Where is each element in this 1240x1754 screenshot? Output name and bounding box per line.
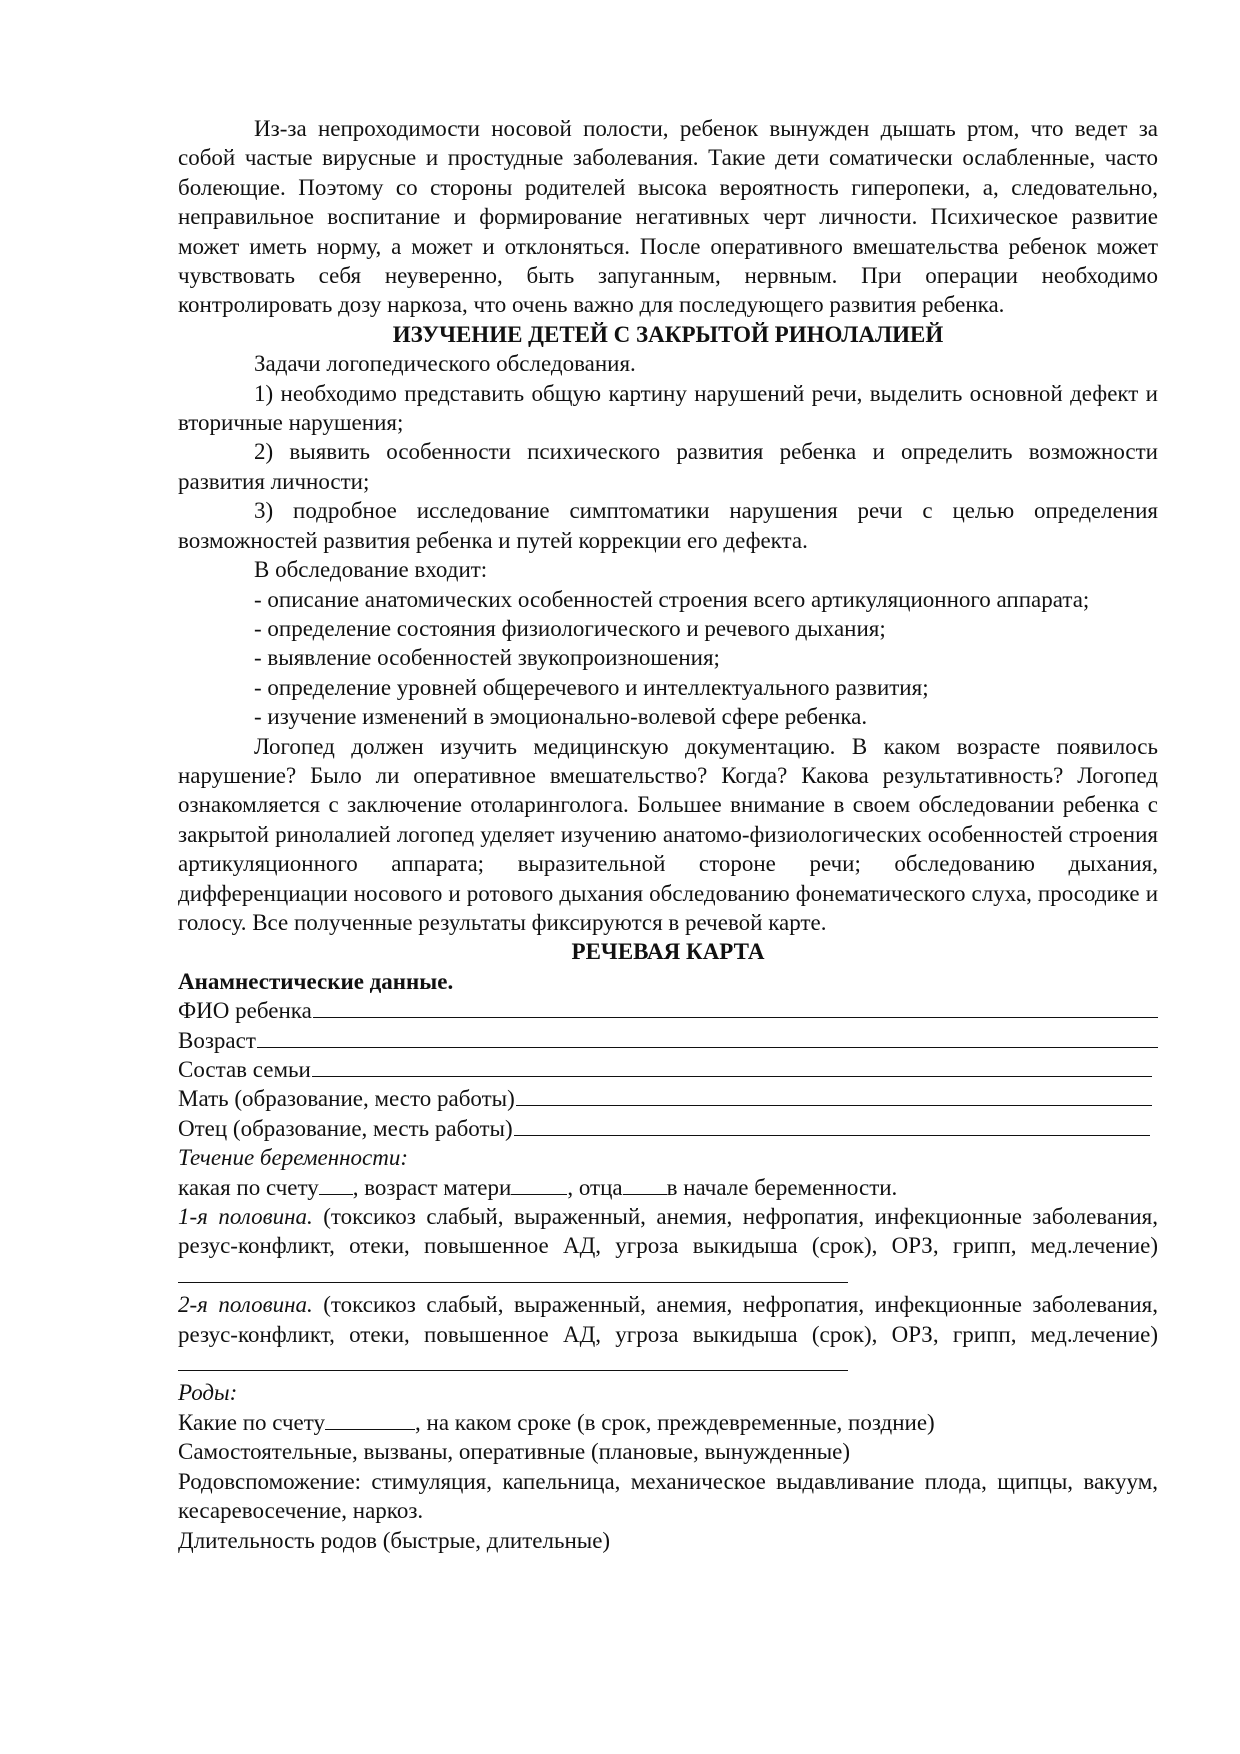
blank-line[interactable] — [178, 1352, 848, 1371]
field-label: ФИО ребенка — [178, 998, 312, 1024]
exam-item: - изучение изменений в эмоционально-волевой сфере ребенка. — [254, 704, 868, 730]
blank-line[interactable] — [511, 1176, 567, 1195]
exam-item: - выявление особенностей звукопроизношения; — [254, 645, 720, 671]
section-heading: ИЗУЧЕНИЕ ДЕТЕЙ С ЗАКРЫТОЙ РИНОЛАЛИЕЙ — [392, 321, 944, 347]
speech-card-heading: РЕЧЕВАЯ КАРТА — [571, 939, 765, 965]
birth-type: Самостоятельные, вызваны, оперативные (плановые, вынужденные) — [178, 1439, 851, 1465]
exam-item: - определение состояния физиологического и речевого дыхания; — [254, 615, 886, 641]
first-half — [178, 1202, 1158, 1290]
task-item: 2) выявить особенности психического развития ребенка и определить возможности развития личности; — [178, 439, 1158, 494]
text: какая по счету — [178, 1174, 319, 1200]
blank-line[interactable] — [319, 1176, 353, 1195]
text: , возраст матери — [352, 1174, 512, 1200]
blank-line[interactable] — [178, 1264, 848, 1283]
second-half — [178, 1290, 1158, 1378]
blank-line[interactable] — [313, 997, 1158, 1018]
blank-line[interactable] — [623, 1176, 667, 1195]
exam-item: - описание анатомических особенностей строения всего артикуляционного аппарата; — [254, 586, 1090, 612]
intro-paragraph: Из-за непроходимости носовой полости, ребенок вынужден дышать ртом, что ведет за собой частые вирусные и простудные заболевания. Такие дети соматически ослабленные, часто болеющие. Поэтому со стороны родителей высока вероятность гиперопеки, а, следовательно, неправильное воспитание и формирование негативных черт личности. Психическое развитие может иметь норму, а может и отклоняться. После оперативного вмешательства ребенок может чувствовать себя неуверенно, быть запуганным, нервным. При операции необходимо контролировать дозу наркоза, что очень важно для последующего развития ребенка. — [178, 116, 1158, 318]
pregnancy-heading: Течение беременности: — [178, 1145, 409, 1171]
text: , на каком сроке (в срок, преждевременные, поздние) — [415, 1409, 935, 1435]
field-label: Возраст — [178, 1027, 256, 1053]
exam-intro: В обследование входит: — [254, 557, 488, 583]
field-father — [178, 1114, 1158, 1143]
blank-line[interactable] — [516, 1085, 1152, 1106]
field-child-name — [178, 996, 1158, 1025]
text: (токсикоз слабый, выраженный, анемия, нефропатия, инфекционные заболевания, резус-конфликт, отеки, повышенное АД, угроза выкидыша (срок), ОРЗ, грипп, мед.лечение) — [178, 1292, 1158, 1347]
text: в начале беременности. — [666, 1174, 898, 1200]
document-page — [178, 114, 1158, 1555]
blank-line[interactable] — [325, 1411, 415, 1430]
logoped-paragraph: Логопед должен изучить медицинскую документацию. В каком возрасте появилось нарушение? Было ли оперативное вмешательство? Когда? Какова результативность? Логопед ознакомляется с заключение отоларинголога. Большее внимание в своем обследовании ребенка с закрытой ринолалией логопед уделяет изучению анатомо-физиологических особенностей строения артикуляционного аппарата; выразительной стороне речи; обследованию дыхания, дифференциации носового и ротового дыхания обследованию фонематического слуха, просодике и голосу. Все полученные результаты фиксируются в речевой карте. — [178, 733, 1158, 935]
label: 1-я половина. — [178, 1204, 313, 1230]
text: Какие по счету — [178, 1409, 326, 1435]
label: 2-я половина. — [178, 1292, 313, 1318]
field-label: Отец (образование, месть работы) — [178, 1115, 513, 1141]
field-mother — [178, 1084, 1158, 1113]
field-label: Мать (образование, место работы) — [178, 1086, 515, 1112]
text: , отца — [567, 1174, 623, 1200]
pregnancy-line — [178, 1173, 1158, 1202]
blank-line[interactable] — [312, 1056, 1152, 1077]
birth-heading: Роды: — [178, 1380, 238, 1406]
task-item: 1) необходимо представить общую картину нарушений речи, выделить основной дефект и вторичные нарушения; — [178, 380, 1158, 436]
tasks-intro: Задачи логопедического обследования. — [254, 351, 636, 377]
birth-duration: Длительность родов (быстрые, длительные) — [178, 1527, 611, 1553]
task-item: 3) подробное исследование симптоматики нарушения речи с целью определения возможностей развития ребенка и путей коррекции его дефекта. — [178, 498, 1158, 553]
anamnesis-heading: Анамнестические данные. — [178, 968, 454, 994]
blank-line[interactable] — [257, 1027, 1158, 1048]
blank-line[interactable] — [514, 1115, 1150, 1136]
field-label: Состав семьи — [178, 1057, 311, 1082]
birth-which — [178, 1408, 1158, 1437]
birth-assist: Родовспоможение: стимуляция, капельница, механическое выдавливание плода, щипцы, вакуум, кесаревосечение, наркоз. — [178, 1468, 1158, 1524]
field-age — [178, 1026, 1158, 1055]
field-family — [178, 1055, 1158, 1084]
text: (токсикоз слабый, выраженный, анемия, нефропатия, инфекционные заболевания, резус-конфликт, отеки, повышенное АД, угроза выкидыша (срок), ОРЗ, грипп, мед.лечение) — [178, 1204, 1158, 1259]
exam-item: - определение уровней общеречевого и интеллектуального развития; — [254, 674, 929, 700]
